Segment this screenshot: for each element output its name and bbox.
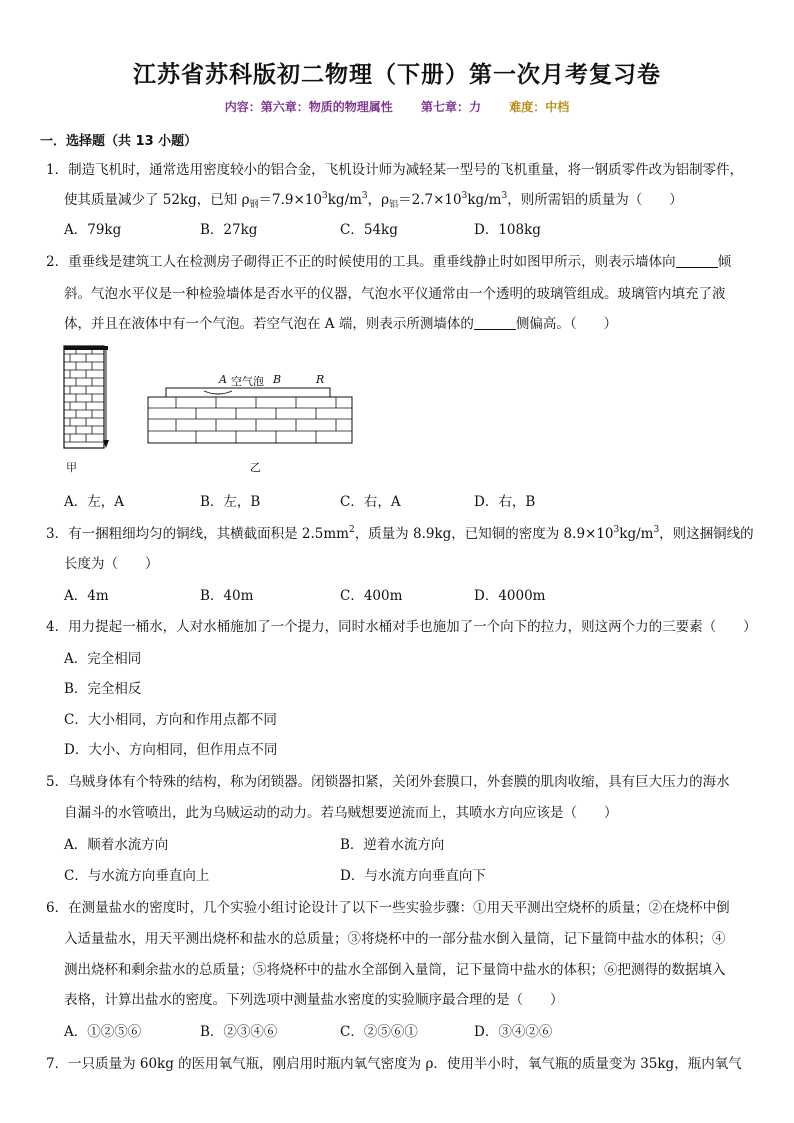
figure-label-yi: 乙 [250, 461, 261, 474]
q4-option-a[interactable]: A．完全相同 [64, 651, 142, 667]
q2-line-1: 2．重垂线是建筑工人在检测房子砌得正不正的时候使用的工具。重垂线静止时如图甲所示，则表示墙体向 倾 [46, 254, 732, 270]
chapter-seven: 第七章：力 [420, 100, 481, 114]
difficulty-label: 难度：中档 [509, 100, 570, 114]
figure-label-a: A [219, 373, 227, 386]
figure-label-jia: 甲 [66, 461, 77, 474]
q6-line-1: 6．在测量盐水的密度时，几个实验小组讨论设计了以下一些实验步骤：①用天平测出空烧杯的质量；②在烧杯中倒 [46, 900, 730, 916]
q5-line-1: 5．乌贼身体有个特殊的结构，称为闭锁器。闭锁器扣紧，关闭外套膜口，外套膜的肌肉收缩，具有巨大压力的海水 [46, 774, 730, 790]
q6-option-c[interactable]: C．②⑤⑥① [340, 1024, 418, 1040]
q6-option-d[interactable]: D．③④②⑥ [474, 1024, 553, 1040]
q5-option-a[interactable]: A．顺着水流方向 [64, 837, 169, 853]
q4-line-1: 4．用力提起一桶水，人对水桶施加了一个提力，同时水桶对手也施加了一个向下的拉力，则这两个力的三要素（ ） [46, 619, 757, 635]
page-title: 江苏省苏科版初二物理（下册）第一次月考复习卷 [133, 61, 661, 88]
figure-label-r: R [316, 373, 325, 386]
q6-option-b[interactable]: B．②③④⑥ [200, 1024, 278, 1040]
q4-option-d[interactable]: D．大小、方向相同，但作用点不同 [64, 742, 278, 758]
q2-option-a[interactable]: A．左，A [64, 494, 124, 510]
q1-option-c[interactable]: C．54kg [340, 222, 398, 238]
q3-line-2: 长度为（ ） [64, 556, 159, 572]
q3-line-1: 3．有一捆粗细均匀的铜线，其横截面积是 $2.5mm^2$，质量为 8.9kg，已知铜的密度为 $8.9\times 10^3kg/m^3$，则这捆铜线的 [46, 525, 754, 542]
section-heading: 一．选择题（共 13 小题） [40, 134, 198, 149]
q6-line-4: 表格，计算出盐水的密度。下列选项中测量盐水密度的实验顺序最合理的是（ ） [64, 992, 564, 1008]
q1-line-2: 使其质量减少了 52kg，已知 $\rho_钢=7.9\times 10^3kg/m^3$，$\rho_铝=2.7\times 10^3kg/m^3$，则所需铝的质量为（ ） [64, 191, 683, 210]
figure-label-bubble: 空气泡 [231, 375, 264, 388]
q2-option-d[interactable]: D．右，B [474, 494, 536, 510]
content-scope: 内容：第六章：物质的物理属性 [224, 100, 393, 114]
q5-option-c[interactable]: C．与水流方向垂直向上 [64, 868, 210, 884]
q1-option-d[interactable]: D．108kg [474, 222, 541, 238]
figure-label-b: B [273, 373, 282, 386]
q3-option-b[interactable]: B．40m [200, 588, 254, 604]
answer-blank [676, 253, 718, 268]
q2-line-3: 体，并且在液体中有一个气泡。若空气泡在 A 端，则表示所测墙体的 侧偏高。（ ） [64, 316, 618, 332]
plumb-line-figure [62, 344, 112, 450]
q7-line-1: 7．一只质量为 60kg 的医用氧气瓶，刚启用时瓶内氧气密度为 ρ．使用半小时，氧气瓶的质量变为 35kg，瓶内氧气 [46, 1056, 742, 1072]
q2-option-c[interactable]: C．右，A [340, 494, 401, 510]
q5-line-2: 自漏斗的水管喷出，此为乌贼运动的动力。若乌贼想要逆流而上，其喷水方向应该是（ ） [64, 805, 618, 821]
q1-option-b[interactable]: B．27kg [200, 222, 258, 238]
q6-line-3: 测出烧杯和剩余盐水的总质量；⑤将烧杯中的盐水全部倒入量筒，记下量筒中盐水的体积；⑥把测得的数据填入 [64, 962, 726, 978]
bubble-level-figure [146, 386, 354, 446]
q4-option-b[interactable]: B．完全相反 [64, 681, 142, 697]
q1-option-a[interactable]: A．79kg [64, 222, 122, 238]
q5-option-b[interactable]: B．逆着水流方向 [340, 837, 445, 853]
q2-option-b[interactable]: B．左，B [200, 494, 261, 510]
q6-option-a[interactable]: A．①②⑤⑥ [64, 1024, 142, 1040]
q1-line-1: 1．制造飞机时，通常选用密度较小的铝合金，飞机设计师为减轻某一型号的飞机重量，将一钢质零件改为铝制零件， [46, 162, 744, 178]
q2-line-2: 斜。气泡水平仪是一种检验墙体是否水平的仪器，气泡水平仪通常由一个透明的玻璃管组成。玻璃管内填充了液 [64, 286, 726, 302]
q3-option-d[interactable]: D．4000m [474, 588, 546, 604]
q3-option-a[interactable]: A．4m [64, 588, 109, 604]
q6-line-2: 入适量盐水，用天平测出烧杯和盐水的总质量；③将烧杯中的一部分盐水倒入量筒，记下量筒中盐水的体积；④ [64, 931, 726, 947]
q5-option-d[interactable]: D．与水流方向垂直向下 [340, 868, 486, 884]
answer-blank [474, 315, 516, 330]
q4-option-c[interactable]: C．大小相同，方向和作用点都不同 [64, 712, 277, 728]
q3-option-c[interactable]: C．400m [340, 588, 403, 604]
exam-meta [0, 98, 794, 115]
